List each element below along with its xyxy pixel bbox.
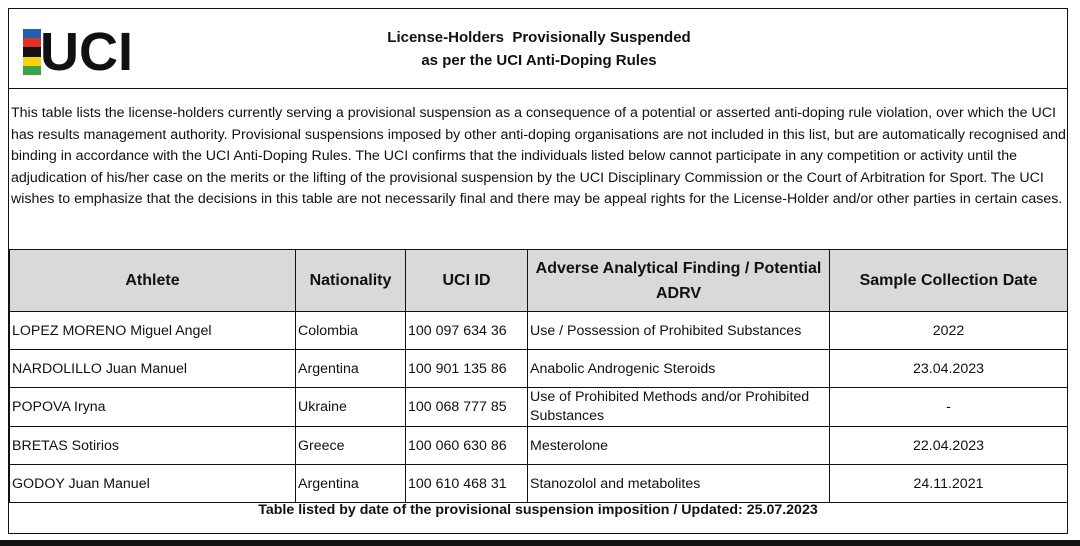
cell-sample-date: 2022: [830, 312, 1068, 350]
cell-finding: Stanozolol and metabolites: [528, 465, 830, 503]
cell-nationality: Ukraine: [296, 388, 406, 427]
table-row: [10, 388, 1068, 427]
header-uci-id: UCI ID: [406, 250, 528, 312]
cell-athlete: POPOVA Iryna: [10, 388, 296, 427]
uci-logo-stripes-icon: [23, 29, 41, 75]
page-title: [309, 26, 769, 72]
cell-athlete: LOPEZ MORENO Miguel Angel: [10, 312, 296, 350]
cell-finding: Anabolic Androgenic Steroids: [528, 350, 830, 388]
cell-nationality: Greece: [296, 427, 406, 465]
cell-sample-date: 23.04.2023: [830, 350, 1068, 388]
logo-stripe: [23, 66, 41, 75]
cell-athlete: GODOY Juan Manuel: [10, 465, 296, 503]
cell-finding: Mesterolone: [528, 427, 830, 465]
logo-stripe: [23, 38, 41, 47]
cell-uci-id: 100 901 135 86: [406, 350, 528, 388]
logo-stripe: [23, 47, 41, 56]
cell-finding: Use of Prohibited Methods and/or Prohibited Substances: [528, 388, 830, 427]
table-footer-note: Table listed by date of the provisional suspension imposition / Updated: 25.07.2023: [258, 502, 818, 518]
header-nationality: Nationality: [296, 250, 406, 312]
table-row: [10, 427, 1068, 465]
logo-stripe: [23, 29, 41, 38]
description-paragraph: This table lists the license-holders currently serving a provisional suspension as a consequence of a potential or asserted anti-doping rule violation, over which the UCI has results management authority. Provisional suspensions imposed by other anti-doping organisations are not included in this list, but are automatically recognised and binding in accordance with the UCI Anti-Doping Rules. The UCI confirms that the individuals listed below cannot participate in any competition or activity until the adjudication of his/her case on the merits or the lifting of the provisional suspension by the UCI Disciplinary Commission or the Court of Arbitration for Sport. The UCI wishes to emphasize that the decisions in this table are not necessarily final and there may be appeal rights for the License-Holder and/or other parties in certain cases.: [11, 105, 1066, 208]
suspensions-table: [9, 249, 1068, 503]
header-finding: Adverse Analytical Finding / Potential ADRV: [528, 250, 830, 312]
header-sample-date: Sample Collection Date: [830, 250, 1068, 312]
cell-uci-id: 100 610 468 31: [406, 465, 528, 503]
cell-athlete: BRETAS Sotirios: [10, 427, 296, 465]
logo-text: UCI: [40, 22, 133, 82]
cell-athlete: NARDOLILLO Juan Manuel: [10, 350, 296, 388]
table-row: [10, 312, 1068, 350]
cell-uci-id: 100 068 777 85: [406, 388, 528, 427]
table-row: [10, 350, 1068, 388]
title-line-1: License-Holders Provisionally Suspended: [387, 29, 691, 46]
cell-sample-date: 22.04.2023: [830, 427, 1068, 465]
cell-nationality: Argentina: [296, 350, 406, 388]
table-row: [10, 465, 1068, 503]
cell-nationality: Argentina: [296, 465, 406, 503]
bottom-rule: [0, 540, 1080, 546]
logo-stripe: [23, 57, 41, 66]
cell-finding: Use / Possession of Prohibited Substances: [528, 312, 830, 350]
cell-nationality: Colombia: [296, 312, 406, 350]
cell-sample-date: -: [830, 388, 1068, 427]
uci-logo: [23, 22, 133, 82]
cell-uci-id: 100 097 634 36: [406, 312, 528, 350]
header-athlete: Athlete: [10, 250, 296, 312]
document-header: [9, 9, 1067, 89]
title-line-2: as per the UCI Anti-Doping Rules: [421, 52, 657, 69]
cell-uci-id: 100 060 630 86: [406, 427, 528, 465]
cell-sample-date: 24.11.2021: [830, 465, 1068, 503]
table-header-row: [10, 250, 1068, 312]
document-frame: [8, 8, 1068, 534]
